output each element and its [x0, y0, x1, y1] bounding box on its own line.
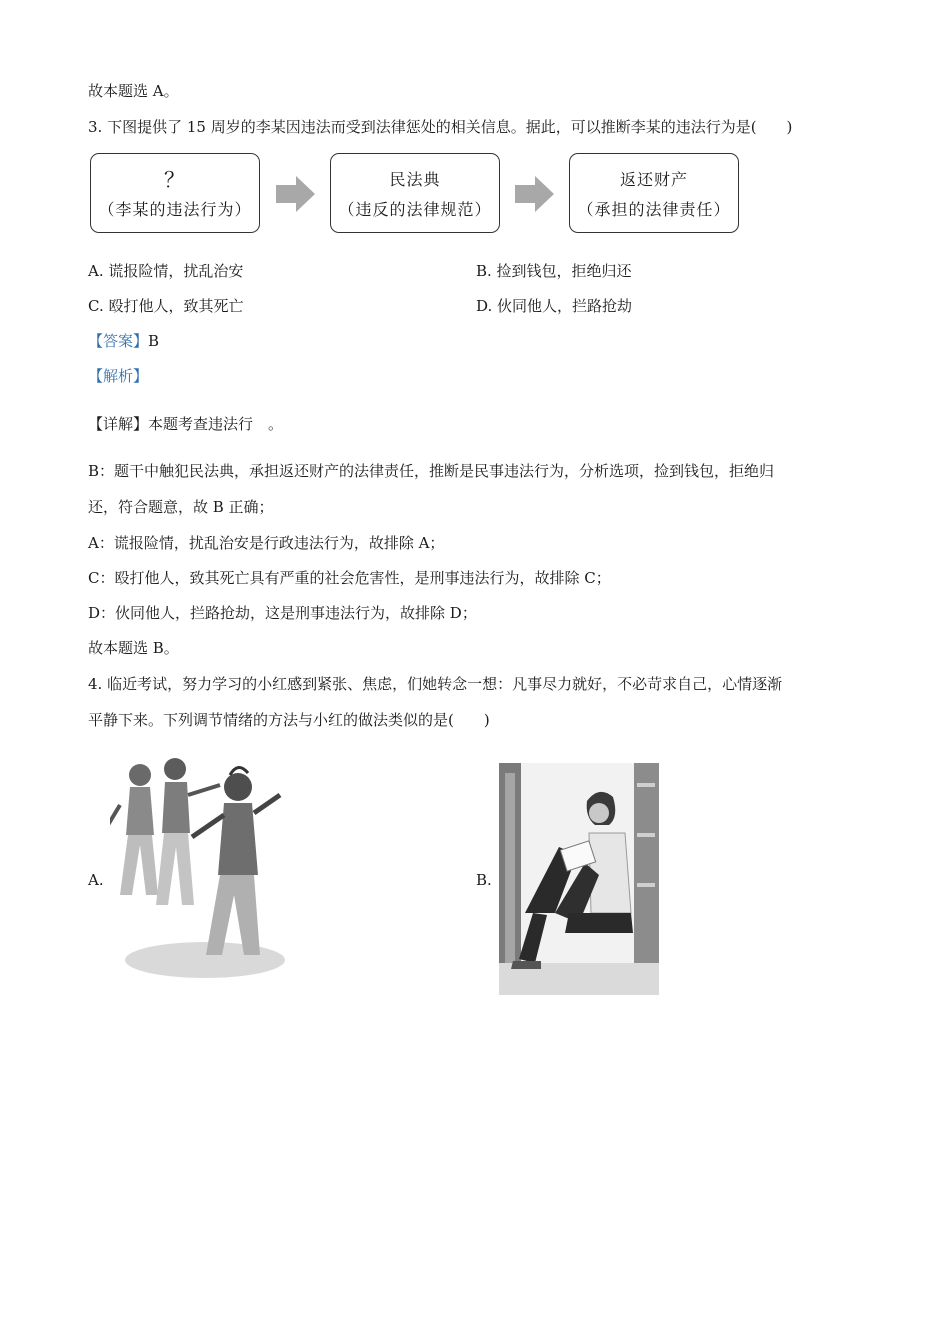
flow-box-liability	[569, 153, 739, 233]
detail-b-line-2: 还，符合题意，故 B 正确；	[88, 498, 274, 516]
flow-box-law-title: 民法典	[389, 170, 441, 189]
detail-d-line: D：伙同他人，拦路抢劫，这是刑事违法行为，故排除 D；	[88, 604, 477, 622]
q3-option-b: B. 捡到钱包，拒绝归还	[476, 262, 632, 280]
q3-option-c: C. 殴打他人，致其死亡	[88, 297, 244, 315]
flow-box-violation	[90, 153, 260, 233]
answer-value: B	[148, 332, 160, 350]
analysis-tag: 【解析】	[88, 367, 149, 385]
reading-girl-image	[499, 763, 659, 995]
detail-intro-line	[88, 414, 283, 434]
flow-arrow-right-icon	[276, 176, 316, 212]
flow-box-liability-title: 返还财产	[619, 170, 688, 189]
flow-box-violation-title: ？	[164, 168, 186, 192]
answer-tag: 【答案】	[88, 332, 149, 350]
flow-box-violation-caption: （李某的违法行为）	[98, 200, 252, 219]
detail-a-line: A：谎报险情，扰乱治安是行政违法行为，故排除 A；	[88, 534, 445, 552]
q3-option-d: D. 伙同他人，拦路抢劫	[476, 297, 633, 315]
question-4-stem-line-2: 平静下来。下列调节情绪的方法与小红的做法类似的是( )	[88, 711, 490, 729]
flow-arrow-right-icon	[515, 176, 555, 212]
q4-option-b-label: B.	[476, 871, 492, 889]
detail-conclusion: 故本题选 B。	[88, 639, 179, 657]
detail-tag: 【详解】	[88, 415, 149, 433]
q3-option-a: A. 谎报险情，扰乱治安	[88, 262, 244, 280]
flow-box-law	[330, 153, 500, 233]
detail-c-line: C：殴打他人，致其死亡具有严重的社会危害性，是刑事违法行为，故排除 C；	[88, 569, 611, 587]
q4-option-a-label: A.	[88, 871, 104, 889]
previous-conclusion: 故本题选 A。	[88, 82, 179, 100]
detail-b-line-1: B：题干中触犯民法典，承担返还财产的法律责任，推断是民事违法行为，分析选项，捡到钱包，拒绝归	[88, 462, 775, 480]
flow-box-liability-caption: （承担的法律责任）	[577, 200, 731, 219]
dancing-girls-image	[110, 755, 285, 987]
answer-line	[88, 331, 159, 351]
question-4-stem-line-1: 4. 临近考试，努力学习的小红感到紧张、焦虑，们她转念一想：凡事尽力就好，不必苛求自己，心情逐渐	[88, 675, 783, 693]
question-3-stem: 3. 下图提供了 15 周岁的李某因违法而受到法律惩处的相关信息。据此，可以推断李某的违法行为是( )	[88, 118, 793, 136]
detail-intro: 本题考查违法行 。	[148, 415, 284, 433]
flow-box-law-caption: （违反的法律规范）	[338, 200, 492, 219]
